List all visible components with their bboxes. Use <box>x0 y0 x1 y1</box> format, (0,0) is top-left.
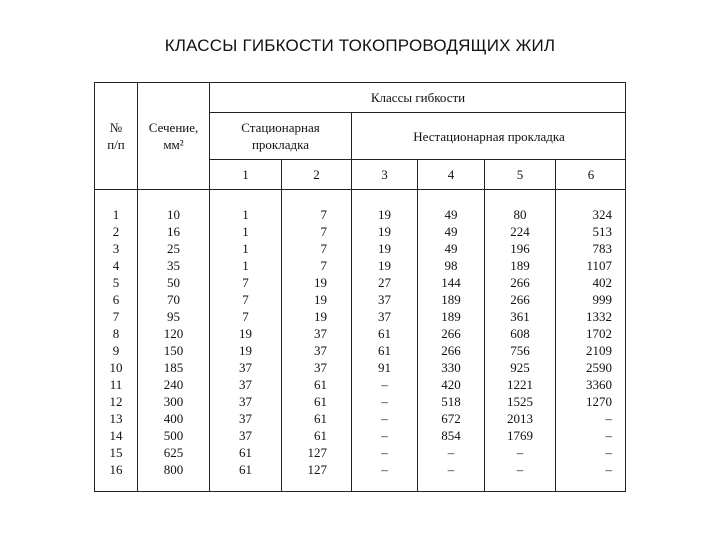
table-cell: 1107 <box>586 258 612 273</box>
table-cell: 500 <box>163 428 184 443</box>
table-cell: 1 <box>242 241 249 256</box>
class-number: 1 <box>242 166 249 182</box>
header-section-line1: Сечение, <box>148 120 199 135</box>
table-cell: 49 <box>444 224 458 239</box>
flexibility-classes-table <box>94 82 626 492</box>
table-cell: 1 <box>242 224 249 239</box>
table-cell: 1 <box>242 207 249 222</box>
table-cell: 11 <box>109 377 123 392</box>
table-cell: 61 <box>378 326 391 341</box>
table-cell: – <box>516 462 524 477</box>
table-cell: 7 <box>320 207 327 222</box>
table-cell: 10 <box>109 360 123 375</box>
table-cell: 37 <box>239 377 252 392</box>
table-cell: 37 <box>239 394 252 409</box>
table-cell: 7 <box>320 241 327 256</box>
table-cell: 120 <box>163 326 184 341</box>
header-group: Классы гибкости <box>370 90 466 105</box>
table-cell: 266 <box>441 326 461 341</box>
table-cell: 37 <box>378 309 391 324</box>
table-cell: 16 <box>109 462 123 477</box>
table-cell: 50 <box>167 275 180 290</box>
table-cell: 27 <box>378 275 391 290</box>
table-cell: 16 <box>167 224 180 239</box>
column-class-2 <box>282 206 327 478</box>
table-cell: 19 <box>314 309 327 324</box>
table-cell: 95 <box>167 309 180 324</box>
header-stationary-line2: прокладка <box>251 137 310 152</box>
column-class-1 <box>210 206 281 478</box>
table-cell: – <box>447 462 455 477</box>
class-number: 6 <box>587 166 595 182</box>
table-cell: 999 <box>592 292 612 307</box>
table-cell: 224 <box>510 224 530 239</box>
table-cell: 783 <box>592 241 612 256</box>
table-cell: 266 <box>510 292 530 307</box>
column-section <box>138 206 209 478</box>
column-number <box>95 206 137 478</box>
table-cell: 925 <box>510 360 530 375</box>
table-cell: 6 <box>112 292 120 307</box>
page-title: КЛАССЫ ГИБКОСТИ ТОКОПРОВОДЯЩИХ ЖИЛ <box>164 36 556 55</box>
table-cell: 608 <box>510 326 530 341</box>
table-cell: 756 <box>510 343 530 358</box>
table-cell: 4 <box>112 258 120 273</box>
table-cell: 240 <box>163 377 184 392</box>
table-cell: 2013 <box>507 411 533 426</box>
table-cell: – <box>605 411 612 426</box>
table-cell: 7 <box>242 309 249 324</box>
table-cell: 7 <box>242 292 249 307</box>
table-cell: 37 <box>314 343 327 358</box>
table-cell: 127 <box>307 462 327 477</box>
table-cell: 37 <box>239 428 252 443</box>
table-cell: 2590 <box>586 360 612 375</box>
table-cell: 672 <box>441 411 461 426</box>
table-cell: 127 <box>307 445 327 460</box>
table-cell: 2109 <box>586 343 612 358</box>
table-cell: 7 <box>320 224 327 239</box>
table-cell: 3360 <box>586 377 612 392</box>
table-cell: 5 <box>112 275 120 290</box>
table-cell: 1702 <box>586 326 612 341</box>
class-number: 3 <box>381 166 388 182</box>
column-class-3 <box>352 206 417 478</box>
table-cell: 196 <box>510 241 530 256</box>
divider <box>95 189 626 190</box>
table-cell: 61 <box>378 343 391 358</box>
table-cell: 625 <box>163 445 184 460</box>
column-class-5 <box>485 206 555 478</box>
table-cell: 420 <box>441 377 461 392</box>
header-stationary <box>210 113 351 159</box>
table-cell: 19 <box>378 258 391 273</box>
table-cell: 91 <box>378 360 391 375</box>
table-cell: 1332 <box>586 309 612 324</box>
table-cell: 19 <box>314 292 327 307</box>
table-cell: 37 <box>239 360 252 375</box>
table-cell: – <box>381 411 388 426</box>
column-class-4 <box>418 206 484 478</box>
table-cell: 800 <box>163 462 184 477</box>
table-cell: – <box>605 462 612 477</box>
class-number: 5 <box>516 166 524 182</box>
table-cell: 35 <box>167 258 180 273</box>
table-cell: 10 <box>167 207 180 222</box>
table-cell: 61 <box>314 428 327 443</box>
header-section <box>138 113 209 159</box>
table-cell: 98 <box>444 258 458 273</box>
table-cell: 361 <box>510 309 530 324</box>
table-cell: 513 <box>592 224 612 239</box>
table-cell: 189 <box>441 309 461 324</box>
table-cell: 37 <box>314 360 327 375</box>
table-cell: 854 <box>441 428 461 443</box>
header-section-line2: мм² <box>163 137 184 152</box>
table-cell: 266 <box>441 343 461 358</box>
table-cell: – <box>381 377 388 392</box>
table-cell: 37 <box>378 292 391 307</box>
header-number <box>95 113 137 159</box>
table-cell: 19 <box>378 207 391 222</box>
table-cell: 2 <box>112 224 120 239</box>
table-cell: 3 <box>112 241 120 256</box>
table-cell: 19 <box>314 275 327 290</box>
table-cell: 402 <box>592 275 612 290</box>
table-cell: – <box>381 428 388 443</box>
table-cell: 8 <box>112 326 120 341</box>
table-cell: 150 <box>163 343 184 358</box>
header-nonstationary: Нестационарная прокладка <box>413 128 565 144</box>
class-number: 4 <box>447 166 455 182</box>
table-cell: 300 <box>163 394 184 409</box>
table-cell: 1 <box>242 258 249 273</box>
table-cell: 14 <box>109 428 123 443</box>
table-cell: 144 <box>441 275 461 290</box>
table-cell: 37 <box>239 411 252 426</box>
table-cell: – <box>605 445 612 460</box>
table-cell: 61 <box>314 394 327 409</box>
table-cell: 70 <box>167 292 180 307</box>
table-cell: 19 <box>239 343 252 358</box>
table-cell: 1270 <box>586 394 612 409</box>
table-cell: 185 <box>163 360 184 375</box>
table-cell: 61 <box>239 462 252 477</box>
table-cell: 266 <box>510 275 530 290</box>
table-cell: 13 <box>109 411 123 426</box>
table-cell: 15 <box>109 445 123 460</box>
table-cell: 61 <box>239 445 252 460</box>
table-cell: – <box>381 445 388 460</box>
header-stationary-line1: Стационарная <box>241 120 320 135</box>
table-cell: 49 <box>444 241 458 256</box>
table-cell: 1221 <box>507 377 533 392</box>
table-cell: 37 <box>314 326 327 341</box>
table-cell: 19 <box>239 326 252 341</box>
table-cell: – <box>516 445 524 460</box>
table-cell: 12 <box>109 394 123 409</box>
table-cell: 80 <box>513 207 527 222</box>
table-cell: 1 <box>112 207 120 222</box>
table-cell: 7 <box>242 275 249 290</box>
table-cell: 9 <box>112 343 120 358</box>
table-cell: 330 <box>441 360 461 375</box>
table-cell: – <box>381 462 388 477</box>
table-cell: – <box>447 445 455 460</box>
header-number-line1: № <box>109 120 123 135</box>
table-cell: 518 <box>441 394 461 409</box>
class-number: 2 <box>313 166 320 182</box>
table-cell: – <box>605 428 612 443</box>
table-cell: 189 <box>510 258 530 273</box>
header-number-line2: п/п <box>107 137 125 152</box>
table-cell: 19 <box>378 241 391 256</box>
table-cell: 1525 <box>507 394 533 409</box>
table-cell: 49 <box>444 207 458 222</box>
table-cell: 324 <box>592 207 612 222</box>
table-cell: 400 <box>163 411 184 426</box>
table-cell: 19 <box>378 224 391 239</box>
table-cell: 25 <box>167 241 180 256</box>
column-class-6 <box>556 206 612 478</box>
table-cell: 7 <box>112 309 120 324</box>
table-cell: 1769 <box>507 428 533 443</box>
table-cell: 61 <box>314 377 327 392</box>
table-cell: 189 <box>441 292 461 307</box>
table-cell: 7 <box>320 258 327 273</box>
table-cell: – <box>381 394 388 409</box>
table-cell: 61 <box>314 411 327 426</box>
